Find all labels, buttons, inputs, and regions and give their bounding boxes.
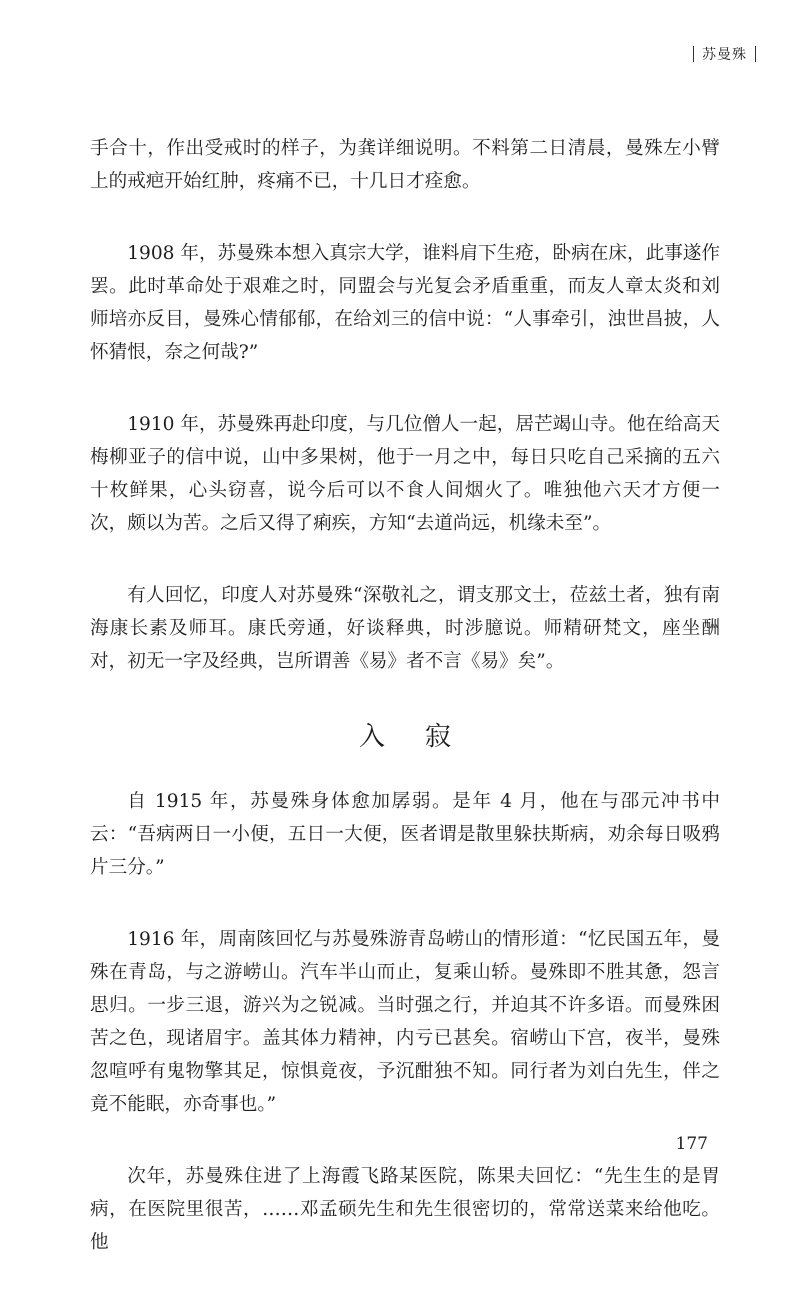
section-title: 入寂	[358, 722, 491, 752]
page-number: 177	[675, 1134, 708, 1154]
paragraph: 1910 年，苏曼殊再赴印度，与几位僧人一起，居芒竭山寺。他在给高天梅柳亚子的信中说，山中多果树，他于一月之中，每日只吃自己采摘的五六十枚鲜果，心头窃喜，说今后可以不食人间烟火了。唯独他六天才方便一次，颇以为苦。之后又得了痢疾，方知“去道尚远，机缘未至”。	[90, 414, 720, 534]
page-body	[90, 132, 720, 1298]
header-bar-left	[693, 46, 694, 62]
paragraph: 有人回忆，印度人对苏曼殊“深敬礼之，谓支那文士，莅兹土者，独有南海康长素及师耳。康氏旁通，好谈释典，时涉臆说。师精研梵文，座坐酬对，初无一字及经典，岂所谓善《易》者不言《易》矣”。	[90, 585, 720, 672]
paragraphs-after-section	[90, 785, 720, 1259]
paragraph: 自 1915 年，苏曼殊身体愈加孱弱。是年 4 月，他在与邵元冲书中云：“吾病两日一小便，五日一大便，医者谓是散里躲扶斯病，劝余每日吸鸦片三分。”	[90, 791, 720, 878]
running-header	[693, 44, 756, 64]
running-header-title: 苏曼殊	[702, 47, 747, 63]
paragraph: 次年，苏曼殊住进了上海霞飞路某医院，陈果夫回忆：“先生生的是胃病，在医院里很苦，……邓孟硕先生和先生很密切的，常常送菜来给他吃。他	[90, 1166, 720, 1253]
header-bar-right	[755, 46, 756, 62]
paragraph: 1908 年，苏曼殊本想入真宗大学，谁料肩下生疮，卧病在床，此事遂作罢。此时革命处于艰难之时，同盟会与光复会矛盾重重，而友人章太炎和刘师培亦反目，曼殊心情郁郁，在给刘三的信中说：“人事牵引，浊世昌披，人怀猜恨，奈之何哉?”	[90, 243, 720, 363]
paragraph: 手合十，作出受戒时的样子，为龚详细说明。不料第二日清晨，曼殊左小臂上的戒疤开始红肿，疼痛不已，十几日才痊愈。	[90, 138, 720, 192]
paragraphs-before-section	[90, 132, 720, 678]
paragraph: 1916 年，周南陔回忆与苏曼殊游青岛崂山的情形道：“忆民国五年，曼殊在青岛，与之游崂山。汽车半山而止，复乘山轿。曼殊即不胜其惫，怨言思归。一步三退，游兴为之锐减。当时强之行，并迫其不许多语。而曼殊困苦之色，现诸眉宇。盖其体力精神，内亏已甚矣。宿崂山下宫，夜半，曼殊忽喧呼有鬼物擎其足，惊惧竟夜，予沉酣独不知。同行者为刘白先生，伴之竟不能眠，亦奇事也。”	[90, 929, 720, 1115]
